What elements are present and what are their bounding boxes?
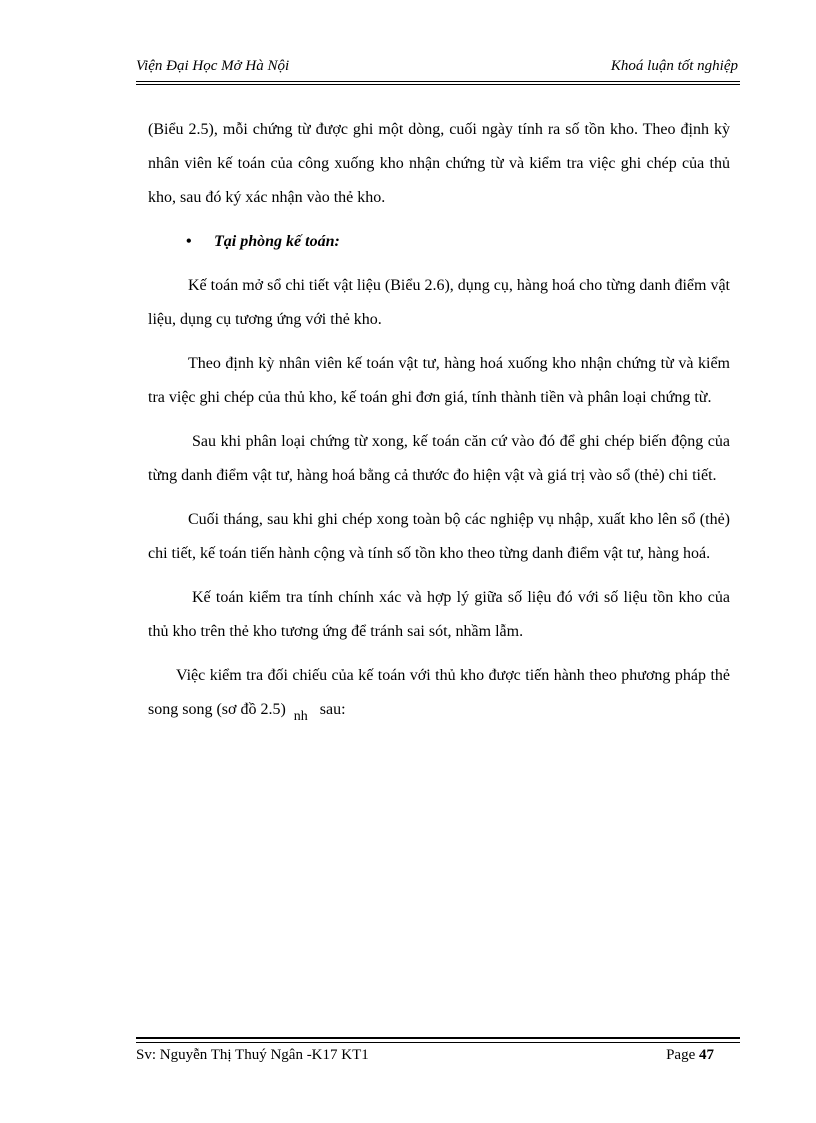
paragraph-7-fragment: nh — [293, 709, 308, 724]
paragraph-7-end: sau: — [319, 701, 346, 718]
page-label: Page — [666, 1047, 696, 1063]
footer-rule-thick — [136, 1037, 740, 1039]
header-institution: Viện Đại Học Mở Hà Nội — [136, 58, 290, 74]
footer-rule-thin — [136, 1042, 740, 1043]
page-number: 47 — [699, 1047, 714, 1063]
paragraph-7 — [148, 659, 730, 728]
page-footer — [136, 1047, 714, 1067]
header-document-type: Khoá luận tốt nghiệp — [610, 58, 738, 74]
bullet-icon: • — [186, 233, 192, 250]
paragraph-7-text: Việc kiểm tra đối chiếu của kế toán với thủ kho được tiến hành theo phương pháp thẻ song song (sơ đồ 2.5) — [148, 667, 730, 718]
paragraph-6: Kế toán kiểm tra tính chính xác và hợp lý giữa số liệu đó với số liệu tồn kho của thủ kho trên thẻ kho tương ứng để tránh sai sót, nhầm lẫm. — [148, 589, 730, 640]
page-body — [148, 113, 730, 738]
header-rule — [136, 81, 740, 82]
footer-student: Sv: Nguyễn Thị Thuý Ngân -K17 KT1 — [136, 1047, 369, 1063]
paragraph-3: Theo định kỳ nhân viên kế toán vật tư, hàng hoá xuống kho nhận chứng từ và kiểm tra việc ghi chép của thủ kho, kế toán ghi đơn giá, tính thành tiền và phân loại chứng từ. — [148, 355, 730, 406]
footer-page — [666, 1047, 714, 1064]
bullet-heading-text: Tại phòng kế toán: — [214, 233, 340, 250]
page-header — [136, 58, 738, 80]
paragraph-2: Kế toán mở sổ chi tiết vật liệu (Biểu 2.6), dụng cụ, hàng hoá cho từng danh điểm vật liệu, dụng cụ tương ứng với thẻ kho. — [148, 277, 730, 328]
paragraph-5: Cuối tháng, sau khi ghi chép xong toàn bộ các nghiệp vụ nhập, xuất kho lên sổ (thẻ) chi tiết, kế toán tiến hành cộng và tính số tồn kho theo từng danh điểm vật tư, hàng hoá. — [148, 511, 730, 562]
bullet-heading — [148, 225, 730, 259]
paragraph-1: (Biểu 2.5), mỗi chứng từ được ghi một dòng, cuối ngày tính ra số tồn kho. Theo định kỳ nhân viên kế toán của công xuống kho nhận chứng từ và kiểm tra việc ghi chép của thủ kho, sau đó ký xác nhận vào thẻ kho. — [148, 121, 730, 206]
header-rule-secondary — [136, 84, 740, 85]
paragraph-4: Sau khi phân loại chứng từ xong, kế toán căn cứ vào đó để ghi chép biến động của từng danh điểm vật tư, hàng hoá bằng cả thước đo hiện vật và giá trị vào sổ (thẻ) chi tiết. — [148, 433, 730, 484]
